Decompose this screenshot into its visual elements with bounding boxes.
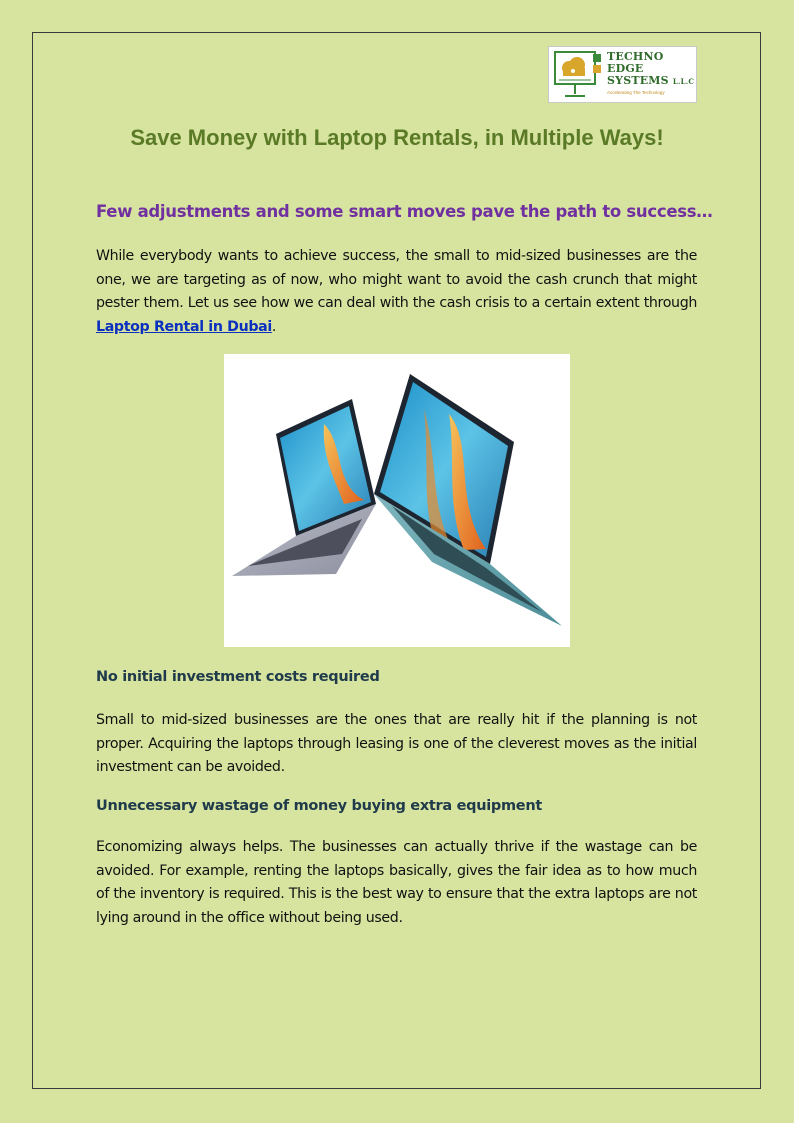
intro-text: While everybody wants to achieve success, the small to mid-sized businesses are the one, we are targeting as of now, who might want to avoid the cash crunch that might pester them. Let us see how we can deal with the cash crisis to a certain extent through [96, 248, 697, 311]
laptop-rental-link[interactable]: Laptop Rental in Dubai [96, 318, 272, 335]
intro-end: . [271, 318, 277, 335]
section-2-heading: Unnecessary wastage of money buying extra equipment [96, 798, 542, 814]
logo-line-1: TECHNO [607, 50, 664, 63]
logo-line-3-wrap [607, 75, 694, 88]
right-laptop [374, 374, 562, 626]
section-1-heading: No initial investment costs required [96, 669, 380, 685]
subtitle: Few adjustments and some smart moves pave the path to success… [96, 202, 713, 221]
logo-tagline: Accelerating The Technology [607, 90, 665, 95]
logo-line-3: SYSTEMS [607, 74, 669, 87]
page-title: Save Money with Laptop Rentals, in Multiple Ways! [130, 125, 664, 150]
intro-paragraph [96, 245, 697, 339]
section-1-body: Small to mid-sized businesses are the ones that are really hit if the planning is not proper. Acquiring the laptops through leasing is one of the cleverest moves as the initial investment can be avoided. [96, 712, 697, 775]
left-laptop [232, 399, 376, 576]
section-2-body: Economizing always helps. The businesses can actually thrive if the wastage can be avoided. For example, renting the laptops basically, gives the fair idea as to how much of the inventory is required. This is the best way to ensure that the extra laptops are not lying around in the office without being used. [96, 839, 697, 926]
logo-monitor-icon [553, 50, 605, 100]
logo-suffix: L.L.C [672, 77, 695, 86]
laptops-image [224, 354, 570, 647]
logo-line-2: EDGE [607, 62, 644, 75]
company-logo [548, 46, 697, 103]
logo-wordmark [607, 51, 694, 88]
